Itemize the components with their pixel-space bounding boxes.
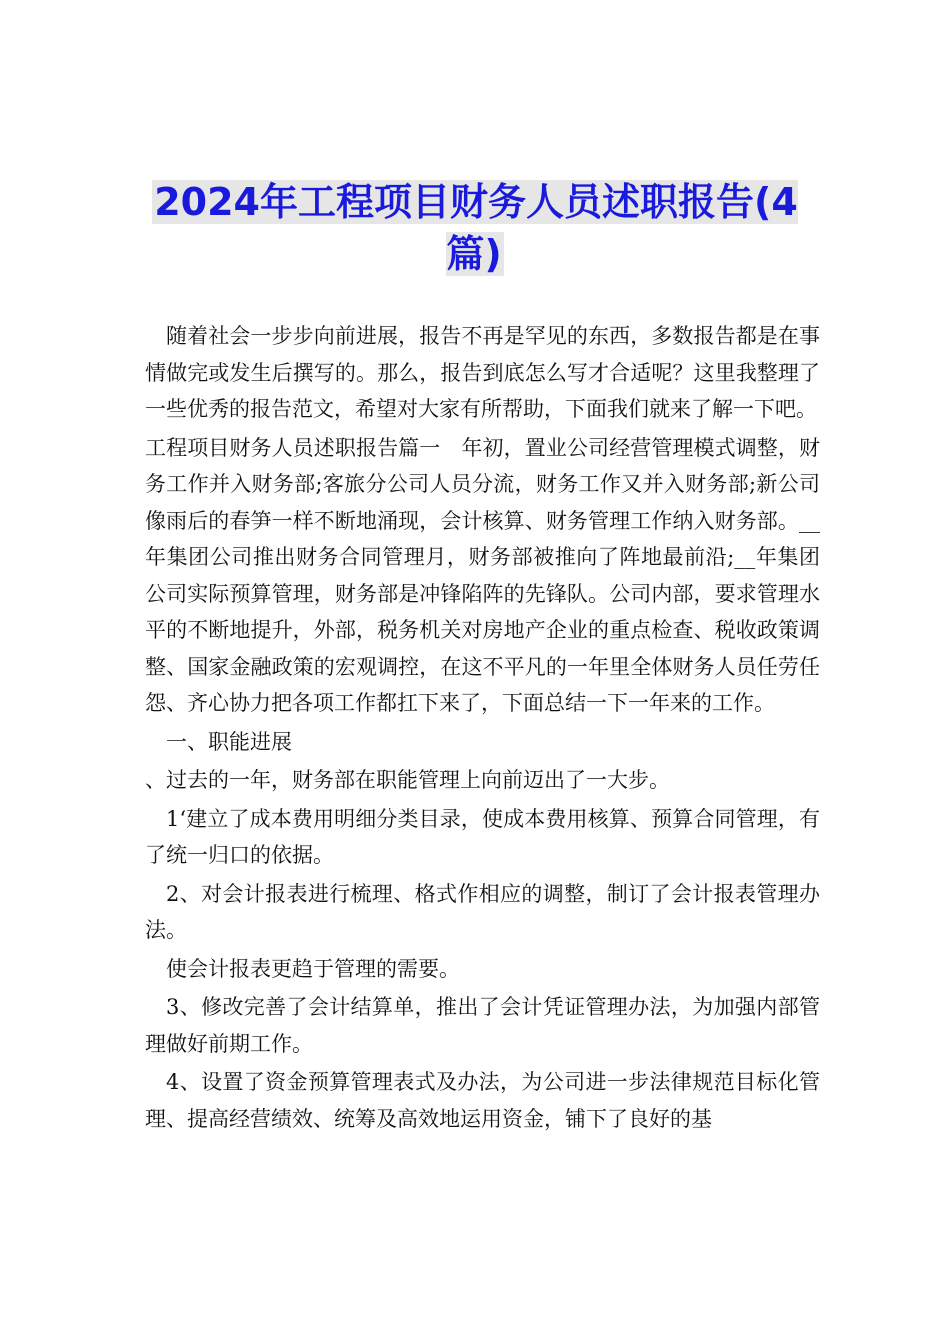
document-title-text: 2024年工程项目财务人员述职报告(4篇) — [154, 180, 798, 276]
section-heading: 一、职能进展 — [166, 729, 292, 754]
document-title — [150, 176, 800, 280]
intro-paragraph: 随着社会一步步向前进展，报告不再是罕见的东西，多数报告都是在事情做完或发生后撰写的。那么，报告到底怎么写才合适呢？这里我整理了一些优秀的报告范文，希望对大家有所帮助，下面我们就来了解一下吧。 — [145, 324, 820, 421]
body-paragraph: 使会计报表更趋于管理的需要。 — [166, 956, 460, 981]
body-paragraph: 、过去的一年，财务部在职能管理上向前迈出了一大步。 — [145, 768, 670, 792]
list-item: 1‘建立了成本费用明细分类目录，使成本费用核算、预算合同管理，有了统一归口的依据。 — [145, 806, 820, 867]
list-item: 4、设置了资金预算管理表式及办法，为公司进一步法律规范目标化管理、提高经营绩效、统筹及高效地运用资金，铺下了良好的基 — [145, 1070, 820, 1131]
report-paragraph: 工程项目财务人员述职报告篇一 年初，置业公司经营管理模式调整，财务工作并入财务部;客旅分公司人员分流，财务工作又并入财务部;新公司像雨后的春笋一样不断地涌现，会计核算、财务管理工作纳入财务部。__年集团公司推出财务合同管理月，财务部被推向了阵地最前沿;__年集团公司实际预算管理，财务部是冲锋陷阵的先锋队。公司内部，要求管理水平的不断地提升，外部，税务机关对房地产企业的重点检查、税收政策调整、国家金融政策的宏观调控，在这不平凡的一年里全体财务人员任劳任怨、齐心协力把各项工作都扛下来了，下面总结一下一年来的工作。 — [145, 435, 820, 715]
list-item: 2、对会计报表进行梳理、格式作相应的调整，制订了会计报表管理办法。 — [145, 881, 820, 942]
list-item: 3、修改完善了会计结算单，推出了会计凭证管理办法，为加强内部管理做好前期工作。 — [145, 995, 820, 1056]
document-body — [145, 318, 820, 1137]
